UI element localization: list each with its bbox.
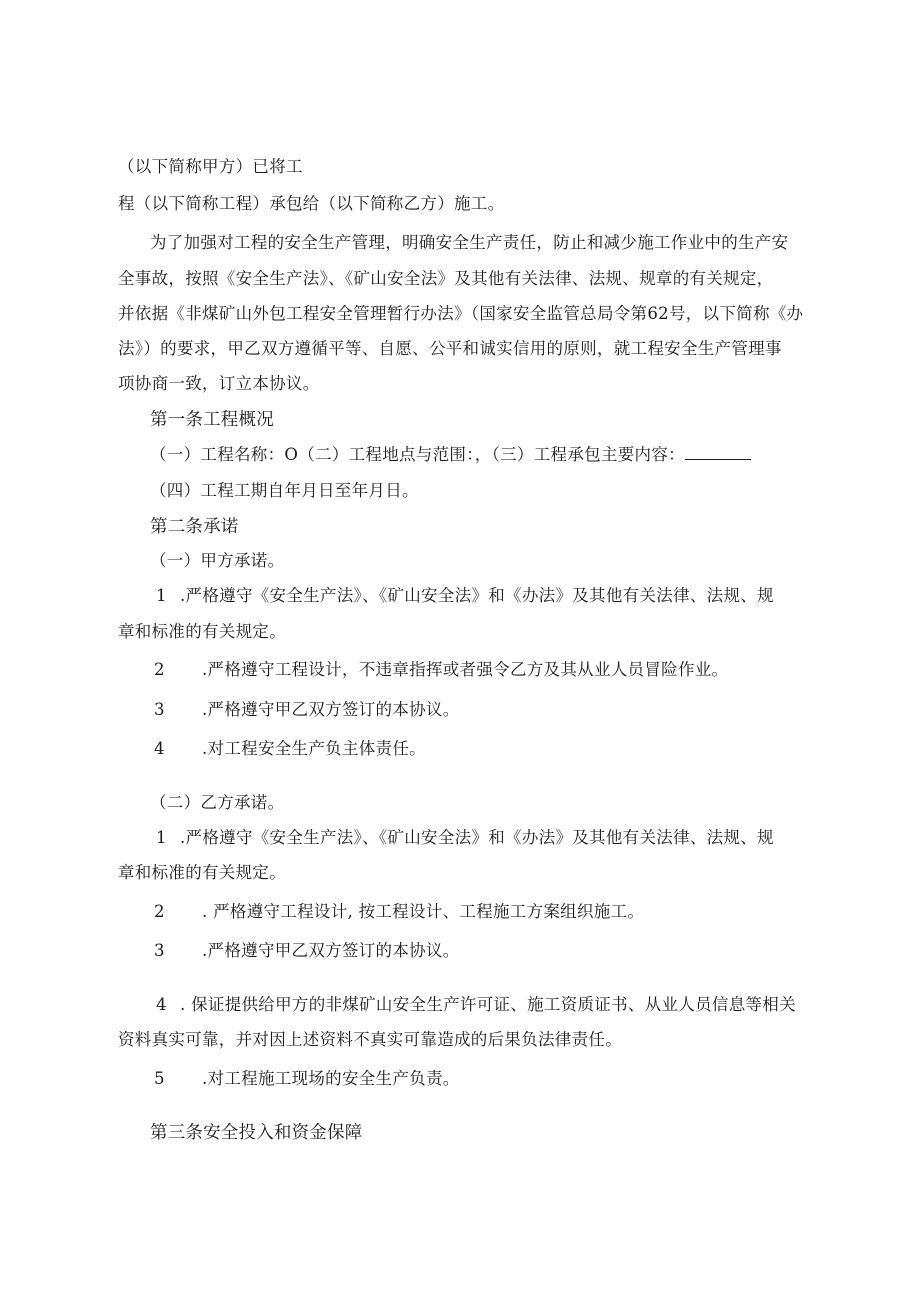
item-text: . 保证提供给甲方的非煤矿山安全生产许可证、施工资质证书、从业人员信息等相关 xyxy=(180,995,796,1014)
party-a-item-2 xyxy=(154,659,728,681)
party-b-heading: （二）乙方承诺。 xyxy=(150,793,285,812)
party-b-item-4-cont: 资料真实可靠，并对因上述资料不真实可靠造成的后果负法律责任。 xyxy=(118,1030,622,1049)
item-number: 4 xyxy=(156,995,167,1014)
article-1-items-text: （一）工程名称：O（二）工程地点与范围：，（三）工程承包主要内容： xyxy=(150,445,685,464)
party-a-item-1 xyxy=(156,585,774,607)
item-text: .对工程施工现场的安全生产负责。 xyxy=(202,1069,460,1088)
item-text: .严格遵守《安全生产法》、《矿山安全法》和《办法》及其他有关法律、法规、规 xyxy=(180,828,774,847)
fill-in-blank xyxy=(685,443,751,460)
item-number: 3 xyxy=(154,700,165,719)
party-a-item-1-cont: 章和标准的有关规定。 xyxy=(118,622,286,641)
preamble-line-4: 法》）的要求，甲乙双方遵循平等、自愿、公平和诚实信用的原则，就工程安全生产管理事 xyxy=(118,339,782,358)
article-1-items xyxy=(150,443,751,466)
item-number: 1 xyxy=(156,586,167,605)
item-text: .严格遵守甲乙双方签订的本协议。 xyxy=(202,700,460,719)
party-a-item-3 xyxy=(154,699,460,721)
article-3-title: 第三条安全投入和资金保障 xyxy=(150,1123,363,1143)
article-2-title: 第二条承诺 xyxy=(150,517,239,537)
preamble-line-1: 为了加强对工程的安全生产管理，明确安全生产责任，防止和减少施工作业中的生产安 xyxy=(150,233,789,252)
party-b-item-1 xyxy=(156,827,774,849)
item-text: .对工程安全生产负主体责任。 xyxy=(202,739,426,758)
item-number: 2 xyxy=(154,902,165,921)
preamble-line-2: 全事故，按照《安全生产法》、《矿山安全法》及其他有关法律、法规、规章的有关规定， xyxy=(118,269,774,288)
preamble-line-5: 项协商一致，订立本协议。 xyxy=(118,374,320,393)
party-b-item-2 xyxy=(154,901,644,923)
article-1-title: 第一条工程概况 xyxy=(150,410,274,430)
party-b-item-1-cont: 章和标准的有关规定。 xyxy=(118,863,286,882)
item-number: 3 xyxy=(154,941,165,960)
party-b-item-3 xyxy=(154,940,460,962)
party-b-item-5 xyxy=(154,1068,460,1090)
item-text: . 严格遵守工程设计, 按工程设计、工程施工方案组织施工。 xyxy=(202,902,645,921)
item-text: .严格遵守甲乙双方签订的本协议。 xyxy=(202,941,460,960)
item-number: 5 xyxy=(154,1069,165,1088)
article-1-period: （四）工程工期自年月日至年月日。 xyxy=(150,481,419,500)
party-b-item-4 xyxy=(156,994,796,1016)
preamble-line-3: 并依据《非煤矿山外包工程安全管理暂行办法》（国家安全监管总局令第62号，以下简称《办 xyxy=(118,304,804,323)
item-text: .严格遵守《安全生产法》、《矿山安全法》和《办法》及其他有关法律、法规、规 xyxy=(180,586,774,605)
item-number: 2 xyxy=(154,660,165,679)
intro-line-1: （以下简称甲方）已将工 xyxy=(118,157,303,176)
item-number: 1 xyxy=(156,828,167,847)
party-a-item-4 xyxy=(154,738,426,760)
intro-line-2: 程（以下简称工程）承包给（以下简称乙方）施工。 xyxy=(118,194,505,213)
item-text: .严格遵守工程设计，不违章指挥或者强令乙方及其从业人员冒险作业。 xyxy=(202,660,729,679)
item-number: 4 xyxy=(154,739,165,758)
party-a-heading: （一）甲方承诺。 xyxy=(150,551,285,570)
